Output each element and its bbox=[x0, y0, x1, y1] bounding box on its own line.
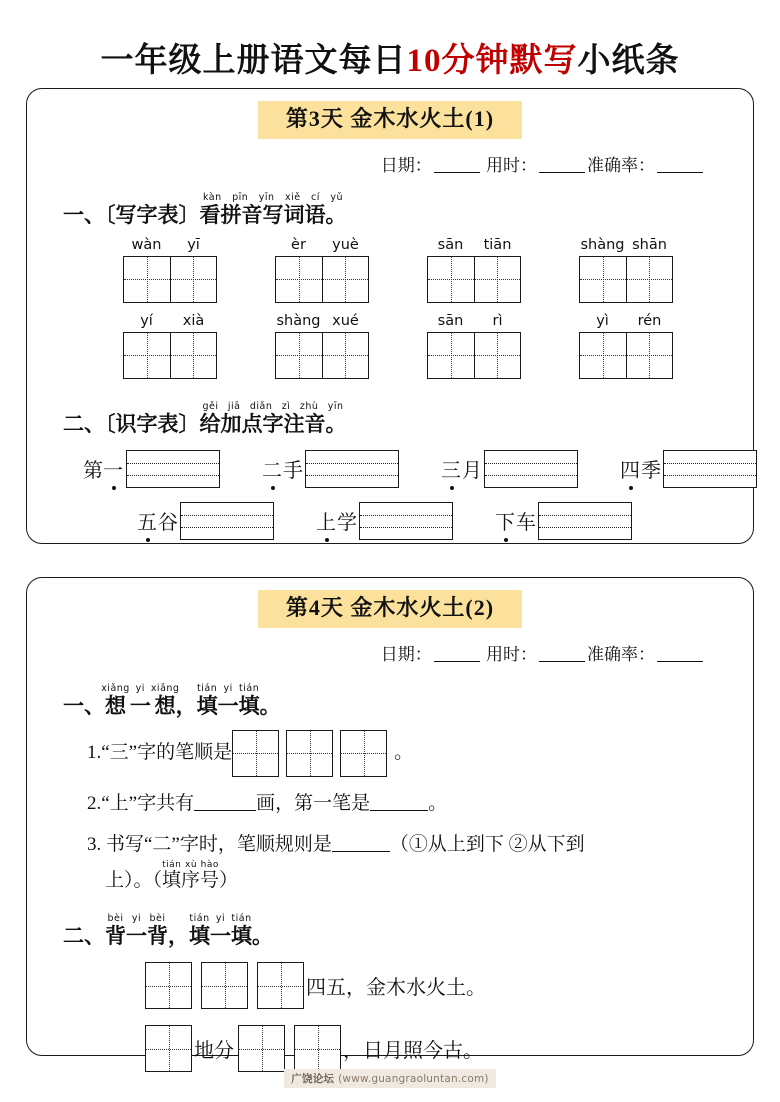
ruby-char bbox=[196, 682, 218, 718]
section-heading-2 bbox=[27, 401, 753, 436]
pinyin-pair bbox=[275, 313, 369, 329]
pinyin-pair bbox=[427, 313, 521, 329]
accuracy-blank[interactable] bbox=[657, 157, 703, 173]
dotted-char: 一 bbox=[103, 454, 124, 483]
ruby-pinyin: xiǎng bbox=[101, 682, 130, 694]
tianzige-box[interactable] bbox=[123, 256, 217, 303]
question-3-line2-text: 上）。（ bbox=[105, 869, 163, 891]
question-3-number: 3. bbox=[87, 834, 102, 856]
dotted-char: 四 bbox=[620, 454, 641, 483]
ruby-char bbox=[238, 682, 260, 718]
question-1-boxes bbox=[232, 730, 394, 777]
pinyin-word-row-2 bbox=[27, 313, 753, 379]
question-3-options: （①从上到下 ②从下到 bbox=[389, 834, 585, 856]
ruby-phrase bbox=[162, 859, 220, 891]
pinyin-1: wàn bbox=[131, 236, 162, 253]
question-2 bbox=[27, 789, 753, 818]
pinyin-four-line-box[interactable] bbox=[538, 502, 632, 540]
fill-line-1 bbox=[27, 962, 753, 1009]
question-3-line2-end: ） bbox=[219, 869, 239, 891]
ruby-base: 背 bbox=[105, 924, 126, 949]
ruby-pinyin: tián xù hào bbox=[162, 859, 220, 870]
ruby-base: 填 bbox=[231, 924, 252, 949]
worksheet-card-day4 bbox=[26, 577, 754, 1063]
time-blank[interactable] bbox=[539, 157, 585, 173]
zhuyin-word bbox=[316, 506, 357, 535]
section-heading-3 bbox=[27, 683, 753, 718]
question-2-blank-2[interactable] bbox=[370, 795, 428, 811]
ruby-base: 一 bbox=[210, 924, 231, 949]
fill-line-2-text-end: ，日月照今古。 bbox=[343, 1040, 483, 1063]
ruby-base: 填 bbox=[238, 693, 260, 718]
zhuyin-cell bbox=[83, 450, 220, 488]
tianzige-box[interactable] bbox=[201, 962, 248, 1009]
pinyin-2: tiān bbox=[483, 236, 512, 253]
section-number-2: 二、 bbox=[63, 411, 105, 436]
pinyin-word-cell bbox=[123, 313, 217, 379]
ruby-pinyin: yi bbox=[129, 682, 151, 694]
pinyin-1: yì bbox=[596, 312, 609, 329]
tianzige-box[interactable] bbox=[238, 1025, 285, 1072]
zhuyin-cell bbox=[495, 502, 632, 540]
zhuyin-word bbox=[262, 454, 303, 483]
pinyin-2: xué bbox=[332, 312, 359, 329]
pinyin-2: xià bbox=[182, 312, 205, 329]
date-blank[interactable] bbox=[434, 646, 480, 662]
zhuyin-word bbox=[83, 454, 124, 483]
tianzige-box[interactable] bbox=[427, 332, 521, 379]
section-title-2-pinyin: gěi jiā diǎn zì zhù yīn bbox=[199, 400, 347, 412]
tianzige-box[interactable] bbox=[579, 256, 673, 303]
pinyin-four-line-box[interactable] bbox=[663, 450, 757, 488]
zhuyin-post: 谷 bbox=[158, 512, 178, 535]
section-title-1-pinyin: kàn pīn yīn xiě cí yǔ bbox=[199, 191, 347, 203]
date-label: 日期： bbox=[380, 644, 432, 664]
worksheet-card-day3 bbox=[26, 88, 754, 544]
pinyin-word-cell bbox=[275, 313, 369, 379]
dotted-char: 上 bbox=[316, 506, 337, 535]
question-2-text-end: 。 bbox=[428, 792, 448, 814]
ruby-pinyin: tián bbox=[238, 682, 260, 694]
ruby-pinyin: yi bbox=[210, 913, 231, 925]
ruby-char bbox=[147, 913, 168, 949]
accuracy-label: 准确率： bbox=[587, 644, 655, 664]
pinyin-pair bbox=[579, 237, 673, 253]
ruby-pinyin: bèi bbox=[147, 913, 168, 925]
tianzige-box[interactable] bbox=[145, 962, 192, 1009]
pinyin-1: èr bbox=[291, 236, 306, 253]
question-2-text: “上”字共有 bbox=[101, 792, 195, 814]
ruby-base: 背 bbox=[147, 924, 168, 949]
section-tag-2: 〔识字表〕 bbox=[105, 411, 200, 436]
period: 。 bbox=[259, 693, 281, 718]
ruby-char bbox=[126, 913, 147, 949]
ruby-base: 一 bbox=[126, 924, 147, 949]
tianzige-box[interactable] bbox=[275, 332, 369, 379]
pinyin-1: yí bbox=[140, 312, 153, 329]
pinyin-2: rì bbox=[492, 312, 503, 329]
meta-line-day3 bbox=[27, 139, 753, 176]
section-heading-1 bbox=[27, 192, 753, 227]
tianzige-box[interactable] bbox=[286, 730, 333, 777]
footer-watermark bbox=[0, 1069, 780, 1088]
zhuyin-word bbox=[137, 506, 178, 535]
pinyin-four-line-box[interactable] bbox=[484, 450, 578, 488]
accuracy-blank[interactable] bbox=[657, 646, 703, 662]
section-number-4: 二、 bbox=[63, 924, 105, 949]
accuracy-label: 准确率： bbox=[587, 155, 655, 175]
ruby-base: 想 bbox=[150, 693, 180, 718]
footer-sitebox bbox=[284, 1069, 495, 1088]
section-title-2-text: 给加点字注音。 bbox=[199, 411, 347, 436]
question-3-blank[interactable] bbox=[332, 836, 390, 852]
pinyin-four-line-box[interactable] bbox=[305, 450, 399, 488]
date-blank[interactable] bbox=[434, 157, 480, 173]
zhuyin-pre: 第 bbox=[83, 460, 103, 483]
pinyin-2: yī bbox=[187, 236, 200, 253]
period: 。 bbox=[252, 924, 273, 949]
banner-wrap-day3 bbox=[27, 89, 753, 139]
pinyin-word-row-1 bbox=[27, 237, 753, 303]
ruby-char bbox=[129, 682, 151, 718]
question-3-text: 书写“二”字时，笔顺规则是 bbox=[106, 834, 332, 856]
date-label: 日期： bbox=[380, 155, 432, 175]
pinyin-1: shàng bbox=[276, 312, 321, 329]
pinyin-2: shān bbox=[632, 236, 667, 253]
ruby-char bbox=[150, 682, 180, 718]
time-blank[interactable] bbox=[539, 646, 585, 662]
ruby-pinyin: yi bbox=[126, 913, 147, 925]
section-number-3: 一、 bbox=[63, 693, 105, 718]
ruby-base: 一 bbox=[129, 693, 151, 718]
tianzige-box[interactable] bbox=[145, 1025, 192, 1072]
pinyin-word-cell bbox=[427, 313, 521, 379]
ruby-char bbox=[231, 913, 252, 949]
pinyin-word-cell bbox=[275, 237, 369, 303]
question-1-number: 1. bbox=[87, 741, 102, 763]
fill-line-2 bbox=[27, 1025, 753, 1072]
ruby-pinyin: tián bbox=[189, 913, 210, 925]
ruby-char bbox=[101, 682, 130, 718]
ruby-base: 填 bbox=[189, 924, 210, 949]
fill-line-2-text-mid: 地分 bbox=[194, 1040, 234, 1063]
question-1-suffix: 。 bbox=[394, 741, 414, 763]
meta-line-day4 bbox=[27, 628, 753, 665]
zhuyin-word bbox=[495, 506, 536, 535]
footer-site: (www.guangraoluntan.com) bbox=[338, 1073, 489, 1085]
pinyin-word-cell bbox=[579, 237, 673, 303]
tianzige-box[interactable] bbox=[340, 730, 387, 777]
tianzige-box[interactable] bbox=[579, 332, 673, 379]
question-2-blank-1[interactable] bbox=[194, 795, 256, 811]
tianzige-box[interactable] bbox=[257, 962, 304, 1009]
dotted-char: 下 bbox=[495, 506, 516, 535]
tianzige-box[interactable] bbox=[123, 332, 217, 379]
zhuyin-row-2 bbox=[27, 502, 753, 540]
ruby-pinyin: tián bbox=[231, 913, 252, 925]
section-heading-4 bbox=[27, 913, 753, 948]
zhuyin-word bbox=[620, 454, 661, 483]
card-banner-day3: 第3天 金木水火土(1) bbox=[258, 101, 522, 139]
pinyin-word-cell bbox=[123, 237, 217, 303]
page-title-highlight: 10分钟默写 bbox=[406, 43, 578, 79]
pinyin-2: yuè bbox=[332, 236, 359, 253]
section-title-2 bbox=[199, 400, 347, 436]
zhuyin-post: 车 bbox=[516, 512, 536, 535]
time-label: 用时： bbox=[486, 644, 537, 664]
zhuyin-cell bbox=[316, 502, 453, 540]
tianzige-box[interactable] bbox=[275, 256, 369, 303]
pinyin-pair bbox=[123, 313, 217, 329]
question-3 bbox=[27, 830, 753, 895]
pinyin-pair bbox=[275, 237, 369, 253]
tianzige-box[interactable] bbox=[294, 1025, 341, 1072]
dotted-char: 五 bbox=[137, 506, 158, 535]
pinyin-2: rén bbox=[637, 312, 662, 329]
dotted-char: 二 bbox=[262, 454, 283, 483]
ruby-base: 填 bbox=[196, 693, 218, 718]
zhuyin-post: 学 bbox=[337, 512, 357, 535]
zhuyin-post: 季 bbox=[641, 460, 661, 483]
section-title-1 bbox=[199, 191, 347, 227]
footer-brand: 广饶论坛 bbox=[291, 1073, 335, 1085]
card-banner-day4: 第4天 金木水火土(2) bbox=[258, 590, 522, 628]
zhuyin-cell bbox=[137, 502, 274, 540]
pinyin-1: shàng bbox=[580, 236, 625, 253]
ruby-base: 填序号 bbox=[162, 869, 220, 891]
page-title-part1: 一年级上册语文每日 bbox=[100, 43, 407, 79]
zhuyin-cell bbox=[441, 450, 578, 488]
question-3-line2 bbox=[87, 860, 719, 895]
time-label: 用时： bbox=[486, 155, 537, 175]
section-number-1: 一、 bbox=[63, 202, 105, 227]
pinyin-word-cell bbox=[579, 313, 673, 379]
ruby-pinyin: yi bbox=[217, 682, 239, 694]
ruby-base: 想 bbox=[101, 693, 130, 718]
ruby-char bbox=[189, 913, 210, 949]
pinyin-word-cell bbox=[427, 237, 521, 303]
pinyin-four-line-box[interactable] bbox=[180, 502, 274, 540]
zhuyin-cell bbox=[620, 450, 757, 488]
zhuyin-post: 月 bbox=[462, 460, 482, 483]
page-title bbox=[0, 0, 780, 83]
comma: ， bbox=[175, 693, 197, 718]
fill-line-1-text: 四五，金木水火土。 bbox=[306, 977, 486, 1000]
zhuyin-word bbox=[441, 454, 482, 483]
zhuyin-row-1 bbox=[27, 450, 753, 488]
question-1-text: “三”字的笔顺是 bbox=[101, 741, 233, 763]
comma: ， bbox=[168, 924, 189, 949]
ruby-base: 一 bbox=[217, 693, 239, 718]
ruby-pinyin: tián bbox=[196, 682, 218, 694]
question-2-text-mid: 画，第一笔是 bbox=[256, 792, 371, 814]
question-2-number: 2. bbox=[87, 792, 102, 814]
ruby-char bbox=[210, 913, 231, 949]
pinyin-pair bbox=[427, 237, 521, 253]
zhuyin-cell bbox=[262, 450, 399, 488]
ruby-pinyin: bèi bbox=[105, 913, 126, 925]
tianzige-box[interactable] bbox=[427, 256, 521, 303]
pinyin-pair bbox=[579, 313, 673, 329]
ruby-char bbox=[105, 913, 126, 949]
section-title-1-text: 看拼音写词语。 bbox=[199, 202, 347, 227]
pinyin-pair bbox=[123, 237, 217, 253]
pinyin-four-line-box[interactable] bbox=[126, 450, 220, 488]
zhuyin-post: 手 bbox=[283, 460, 303, 483]
pinyin-1: sān bbox=[437, 312, 464, 329]
tianzige-box[interactable] bbox=[232, 730, 279, 777]
section-tag-1: 〔写字表〕 bbox=[105, 202, 200, 227]
ruby-char bbox=[217, 682, 239, 718]
dotted-char: 三 bbox=[441, 454, 462, 483]
ruby-pinyin: xiǎng bbox=[150, 682, 180, 694]
pinyin-four-line-box[interactable] bbox=[359, 502, 453, 540]
banner-wrap-day4 bbox=[27, 578, 753, 628]
page-title-part2: 小纸条 bbox=[577, 43, 680, 79]
pinyin-1: sān bbox=[437, 236, 464, 253]
question-1 bbox=[27, 730, 753, 777]
